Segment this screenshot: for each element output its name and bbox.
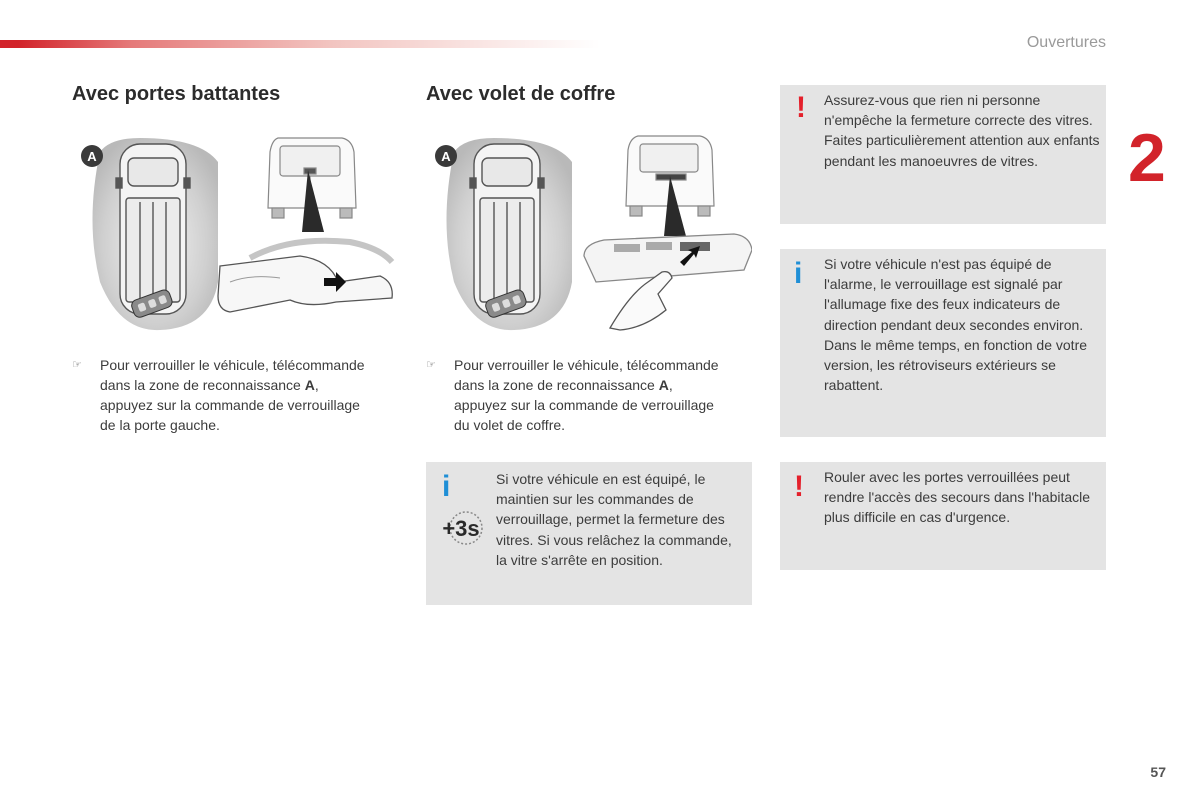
hand-pointer-bullet-icon: ☞ (426, 359, 436, 371)
warning-note-windows (780, 85, 1106, 224)
timer-3s-icon (432, 508, 490, 548)
zone-a-label: A (441, 149, 451, 164)
info-note-locking-signal (780, 249, 1106, 437)
warning-note-line-1: Assurez-vous que rien ni personne n'empêche la fermeture correcte des vitres. (824, 92, 1093, 129)
chapter-number: 2 (1128, 120, 1166, 196)
warning-note-emergency-access (780, 462, 1106, 570)
left-column-title: Avec portes battantes (72, 83, 281, 105)
header-accent-bar (0, 40, 600, 48)
info-note-line-1: Si votre véhicule n'est pas équipé de l'alarme, le verrouillage est signalé par l'allumage fixe des feux indicateurs de direction pendant deux secondes environ. (824, 256, 1084, 333)
tailgate-illustration (434, 132, 752, 332)
info-note-line-2: Dans le même temps, en fonction de votre version, les rétroviseurs extérieurs se rabattent. (824, 336, 1088, 394)
zone-a-label: A (87, 149, 97, 164)
section-title: Ouvertures (1026, 34, 1106, 51)
info-note-text: Si votre véhicule en est équipé, le maintien sur les commandes de verrouillage, permet la fermeture des vitres. Si vous relâchez la commande, la vitre s'arrête en position. (496, 471, 732, 568)
tailgate-button-hand-illustration (584, 234, 752, 330)
warning-note-text: Rouler avec les portes verrouillées peut rendre l'accès des secours dans l'habitacle plus difficile en cas d'urgence. (824, 469, 1091, 526)
hand-pointer-bullet-icon: ☞ (72, 359, 82, 371)
middle-instruction: ☞ Pour verrouiller le véhicule, télécommande dans la zone de reconnaissance A, appuyez sur la commande de verrouillage du volet de coffre. (426, 357, 719, 433)
svg-text:+3s: +3s (442, 516, 480, 541)
warning-exclamation-icon: ! (796, 91, 806, 124)
page-number: 57 (1150, 764, 1166, 780)
warning-exclamation-icon: ! (794, 470, 804, 503)
van-top-view-icon (470, 144, 544, 314)
warning-note-line-2: Faites particulièrement attention aux enfants pendant les manoeuvres de vitres. (824, 132, 1100, 169)
info-note-window-closing (426, 462, 752, 605)
swing-doors-illustration (80, 132, 398, 332)
door-handle-hand-illustration (218, 241, 392, 312)
middle-column-title: Avec volet de coffre (426, 83, 616, 105)
left-instruction: ☞ Pour verrouiller le véhicule, télécommande dans la zone de reconnaissance A, appuyez sur la commande de verrouillage de la porte gauche. (72, 357, 365, 433)
van-top-view-icon (116, 144, 190, 314)
info-icon: i (794, 257, 803, 290)
info-icon: i (442, 470, 451, 503)
